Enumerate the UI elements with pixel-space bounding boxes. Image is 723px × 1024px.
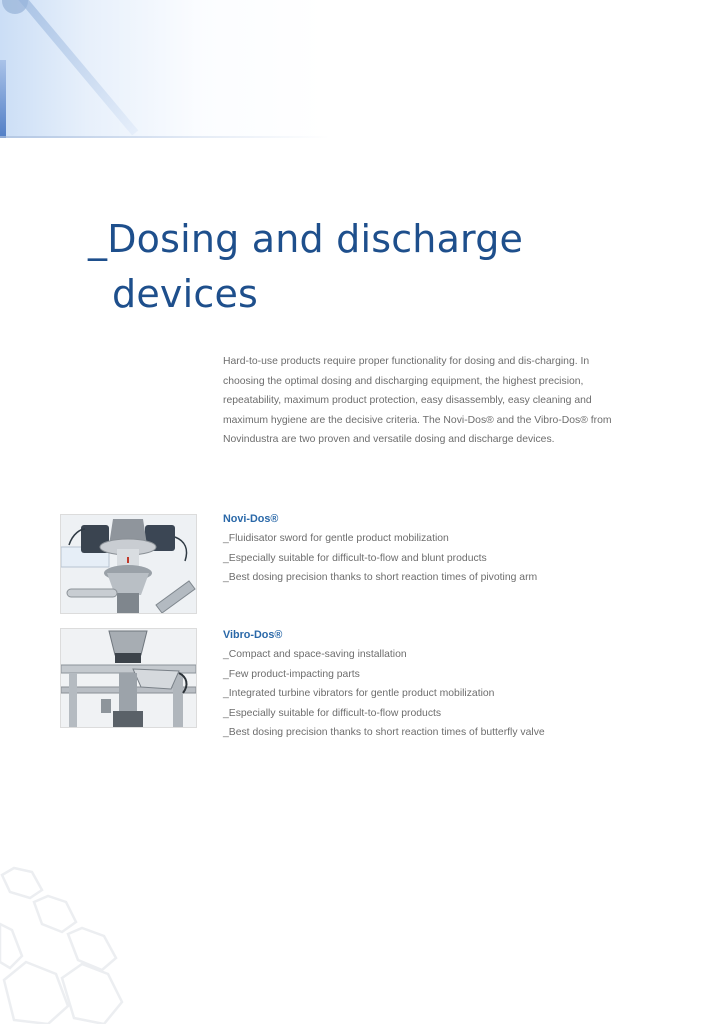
page-title bbox=[88, 212, 523, 322]
vibro-dos-details bbox=[223, 626, 643, 743]
feature-item: _Compact and space-saving installation bbox=[223, 649, 407, 660]
product-name: Novi-Dos® bbox=[223, 513, 279, 525]
vibro-dos-image bbox=[60, 628, 197, 728]
header-photo-banner bbox=[0, 0, 723, 138]
feature-item: _Fluidisator sword for gentle product mobilization bbox=[223, 533, 449, 544]
header-divider bbox=[0, 136, 330, 138]
feature-item: _Especially suitable for difficult-to-flow and blunt products bbox=[223, 552, 487, 564]
hexagon-pattern-decoration bbox=[0, 850, 200, 1024]
novi-dos-image bbox=[60, 514, 197, 614]
feature-item: _Few product-impacting parts bbox=[223, 668, 360, 680]
novi-dos-machine-icon bbox=[61, 515, 196, 613]
page-title-line-2: devices bbox=[112, 272, 259, 316]
novi-dos-details bbox=[223, 510, 643, 588]
vibro-dos-machine-icon bbox=[61, 629, 196, 727]
feature-item: _Integrated turbine vibrators for gentle product mobilization bbox=[223, 688, 495, 699]
feature-item: _Especially suitable for difficult-to-flow products bbox=[223, 707, 442, 719]
page-title-line-1: _Dosing and discharge bbox=[88, 217, 524, 261]
feature-item: _Best dosing precision thanks to short reaction times of butterfly valve bbox=[223, 727, 545, 738]
machine-post-graphic bbox=[0, 60, 6, 138]
feature-list bbox=[223, 529, 643, 588]
product-name: Vibro-Dos® bbox=[223, 629, 283, 641]
feature-item: _Best dosing precision thanks to short reaction times of pivoting arm bbox=[223, 572, 538, 583]
feature-list bbox=[223, 645, 643, 743]
intro-paragraph: Hard-to-use products require proper functionality for dosing and dis-charging. In choosing the optimal dosing and discharging equipment, the highest precision, repeatability, maximum product protection, easy disassembly, easy cleaning and maximum hygiene are the decisive criteria. The Novi-Dos® and the Vibro-Dos® from Novindustra are two proven and versatile dosing and discharge devices. bbox=[223, 356, 612, 445]
